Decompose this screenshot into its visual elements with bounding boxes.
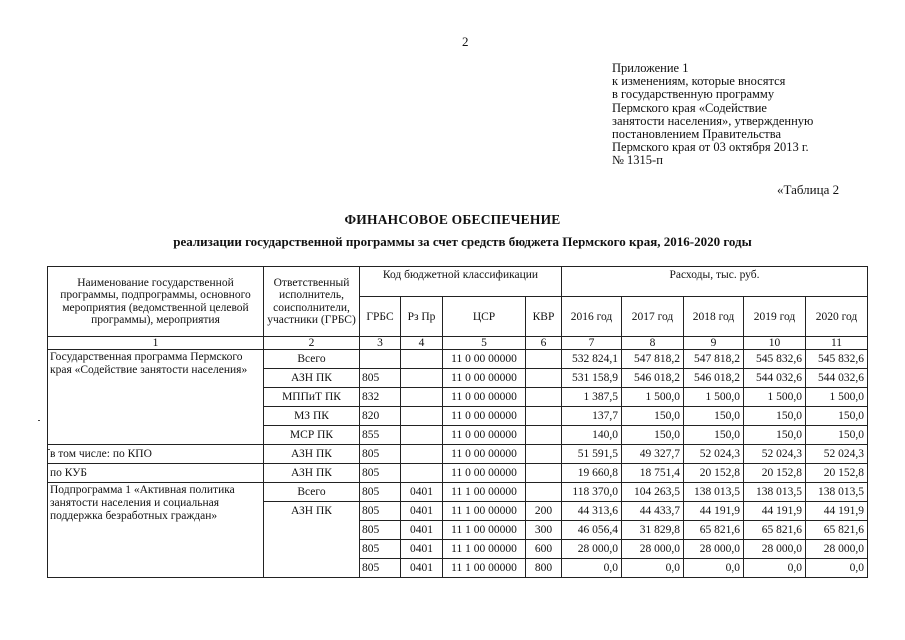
value-2019: 0,0 — [744, 559, 806, 578]
financing-table — [47, 266, 868, 578]
header-budget-code: Код бюджетной классификации — [360, 267, 562, 297]
value-2020: 28 000,0 — [806, 540, 868, 559]
value-2016: 0,0 — [562, 559, 622, 578]
executor-cell: Всего — [264, 350, 360, 369]
rzpr-cell — [401, 445, 443, 464]
csr-cell: 11 0 00 00000 — [443, 445, 526, 464]
grbs-cell: 832 — [360, 388, 401, 407]
grbs-cell: 805 — [360, 369, 401, 388]
grbs-cell: 805 — [360, 483, 401, 502]
executor-cell: МППиТ ПК — [264, 388, 360, 407]
subprogram-name: Подпрограмма 1 «Активная политика занятости населения и социальная поддержка безработных граждан» — [48, 483, 264, 578]
csr-cell: 11 1 00 00000 — [443, 540, 526, 559]
value-2018: 150,0 — [684, 426, 744, 445]
csr-cell: 11 0 00 00000 — [443, 388, 526, 407]
csr-cell: 11 1 00 00000 — [443, 521, 526, 540]
value-2019: 44 191,9 — [744, 502, 806, 521]
table-row — [48, 464, 868, 483]
column-number: 8 — [622, 337, 684, 350]
value-2016: 44 313,6 — [562, 502, 622, 521]
value-2019: 52 024,3 — [744, 445, 806, 464]
rzpr-cell: 0401 — [401, 483, 443, 502]
csr-cell: 11 0 00 00000 — [443, 426, 526, 445]
rzpr-cell: 0401 — [401, 559, 443, 578]
rzpr-cell — [401, 369, 443, 388]
value-2020: 138 013,5 — [806, 483, 868, 502]
value-2019: 20 152,8 — [744, 464, 806, 483]
value-2019: 545 832,6 — [744, 350, 806, 369]
kvr-cell: 600 — [526, 540, 562, 559]
kvr-cell — [526, 388, 562, 407]
kvr-cell: 200 — [526, 502, 562, 521]
table-label: «Таблица 2 — [777, 182, 840, 197]
grbs-cell: 855 — [360, 426, 401, 445]
header-grbs: ГРБС — [360, 297, 401, 337]
row-label: в том числе: по КПО — [48, 445, 264, 464]
column-number: 11 — [806, 337, 868, 350]
csr-cell: 11 1 00 00000 — [443, 483, 526, 502]
page-number: 2 — [462, 34, 469, 49]
value-2017: 1 500,0 — [622, 388, 684, 407]
value-2019: 1 500,0 — [744, 388, 806, 407]
value-2020: 20 152,8 — [806, 464, 868, 483]
column-number: 1 — [48, 337, 264, 350]
value-2018: 0,0 — [684, 559, 744, 578]
rzpr-cell: 0401 — [401, 502, 443, 521]
grbs-cell: 805 — [360, 540, 401, 559]
value-2017: 104 263,5 — [622, 483, 684, 502]
column-number: 2 — [264, 337, 360, 350]
csr-cell: 11 0 00 00000 — [443, 350, 526, 369]
value-2016: 118 370,0 — [562, 483, 622, 502]
value-2020: 1 500,0 — [806, 388, 868, 407]
value-2017: 49 327,7 — [622, 445, 684, 464]
header-rzpr: Рз Пр — [401, 297, 443, 337]
value-2016: 532 824,1 — [562, 350, 622, 369]
scan-speck — [38, 420, 40, 421]
value-2016: 19 660,8 — [562, 464, 622, 483]
csr-cell: 11 0 00 00000 — [443, 464, 526, 483]
value-2016: 28 000,0 — [562, 540, 622, 559]
executor-cell: АЗН ПК — [264, 445, 360, 464]
row-label: по КУБ — [48, 464, 264, 483]
header-name: Наименование государственной программы, подпрограммы, основного мероприятия (ведомственной целевой программы), мероприятия — [48, 267, 264, 337]
executor-cell: Всего — [264, 483, 360, 502]
executor-cell: АЗН ПК — [264, 502, 360, 578]
value-2018: 52 024,3 — [684, 445, 744, 464]
grbs-cell: 805 — [360, 464, 401, 483]
header-year-2018: 2018 год — [684, 297, 744, 337]
value-2020: 65 821,6 — [806, 521, 868, 540]
executor-cell: МСР ПК — [264, 426, 360, 445]
column-number-row — [48, 337, 868, 350]
kvr-cell — [526, 483, 562, 502]
value-2020: 150,0 — [806, 407, 868, 426]
column-number: 10 — [744, 337, 806, 350]
value-2019: 28 000,0 — [744, 540, 806, 559]
value-2017: 28 000,0 — [622, 540, 684, 559]
value-2019: 544 032,6 — [744, 369, 806, 388]
csr-cell: 11 0 00 00000 — [443, 369, 526, 388]
rzpr-cell: 0401 — [401, 521, 443, 540]
column-number: 9 — [684, 337, 744, 350]
grbs-cell: 805 — [360, 445, 401, 464]
csr-cell: 11 1 00 00000 — [443, 559, 526, 578]
value-2020: 0,0 — [806, 559, 868, 578]
value-2018: 546 018,2 — [684, 369, 744, 388]
column-number: 4 — [401, 337, 443, 350]
value-2020: 544 032,6 — [806, 369, 868, 388]
value-2016: 51 591,5 — [562, 445, 622, 464]
value-2018: 44 191,9 — [684, 502, 744, 521]
executor-cell: МЗ ПК — [264, 407, 360, 426]
header-csr: ЦСР — [443, 297, 526, 337]
value-2018: 150,0 — [684, 407, 744, 426]
document-subtitle: реализации государственной программы за счет средств бюджета Пермского края, 2016-2020 годы — [173, 234, 752, 249]
appendix-note — [612, 62, 882, 168]
program-name: Государственная программа Пермского края «Содействие занятости населения» — [48, 350, 264, 445]
executor-cell: АЗН ПК — [264, 369, 360, 388]
value-2018: 547 818,2 — [684, 350, 744, 369]
column-number: 6 — [526, 337, 562, 350]
rzpr-cell: 0401 — [401, 540, 443, 559]
value-2019: 138 013,5 — [744, 483, 806, 502]
column-number: 5 — [443, 337, 526, 350]
value-2017: 547 818,2 — [622, 350, 684, 369]
appendix-line: Пермского края «Содействие — [612, 100, 767, 115]
value-2020: 150,0 — [806, 426, 868, 445]
value-2017: 0,0 — [622, 559, 684, 578]
value-2017: 150,0 — [622, 407, 684, 426]
value-2019: 150,0 — [744, 407, 806, 426]
header-year-2017: 2017 год — [622, 297, 684, 337]
appendix-line: Пермского края от 03 октября 2013 г. — [612, 140, 809, 155]
appendix-line: в государственную программу — [612, 87, 775, 102]
kvr-cell — [526, 464, 562, 483]
header-year-2019: 2019 год — [744, 297, 806, 337]
value-2018: 138 013,5 — [684, 483, 744, 502]
document-title: ФИНАНСОВОЕ ОБЕСПЕЧЕНИЕ — [344, 212, 561, 227]
value-2019: 65 821,6 — [744, 521, 806, 540]
value-2019: 150,0 — [744, 426, 806, 445]
header-expenses: Расходы, тыс. руб. — [562, 267, 868, 297]
value-2017: 546 018,2 — [622, 369, 684, 388]
value-2018: 65 821,6 — [684, 521, 744, 540]
value-2017: 18 751,4 — [622, 464, 684, 483]
value-2020: 44 191,9 — [806, 502, 868, 521]
value-2016: 531 158,9 — [562, 369, 622, 388]
header-kvr: КВР — [526, 297, 562, 337]
appendix-line: № 1315-п — [612, 153, 663, 168]
kvr-cell — [526, 407, 562, 426]
value-2018: 20 152,8 — [684, 464, 744, 483]
kvr-cell: 300 — [526, 521, 562, 540]
rzpr-cell — [401, 388, 443, 407]
value-2017: 44 433,7 — [622, 502, 684, 521]
kvr-cell — [526, 426, 562, 445]
rzpr-cell — [401, 464, 443, 483]
appendix-line: постановлением Правительства — [612, 127, 782, 142]
kvr-cell — [526, 445, 562, 464]
grbs-cell: 820 — [360, 407, 401, 426]
grbs-cell — [360, 350, 401, 369]
csr-cell: 11 1 00 00000 — [443, 502, 526, 521]
grbs-cell: 805 — [360, 559, 401, 578]
rzpr-cell — [401, 407, 443, 426]
kvr-cell — [526, 350, 562, 369]
value-2017: 31 829,8 — [622, 521, 684, 540]
rzpr-cell — [401, 426, 443, 445]
value-2018: 1 500,0 — [684, 388, 744, 407]
value-2016: 137,7 — [562, 407, 622, 426]
csr-cell: 11 0 00 00000 — [443, 407, 526, 426]
value-2020: 545 832,6 — [806, 350, 868, 369]
value-2020: 52 024,3 — [806, 445, 868, 464]
appendix-line: к изменениям, которые вносятся — [612, 74, 786, 89]
header-year-2020: 2020 год — [806, 297, 868, 337]
value-2018: 28 000,0 — [684, 540, 744, 559]
kvr-cell — [526, 369, 562, 388]
table-row — [48, 350, 868, 369]
value-2016: 1 387,5 — [562, 388, 622, 407]
value-2016: 46 056,4 — [562, 521, 622, 540]
appendix-line: Приложение 1 — [612, 61, 689, 75]
value-2017: 150,0 — [622, 426, 684, 445]
kvr-cell: 800 — [526, 559, 562, 578]
header-year-2016: 2016 год — [562, 297, 622, 337]
column-number: 3 — [360, 337, 401, 350]
appendix-line: занятости населения», утвержденную — [612, 113, 814, 128]
table-row — [48, 445, 868, 464]
grbs-cell: 805 — [360, 502, 401, 521]
grbs-cell: 805 — [360, 521, 401, 540]
value-2016: 140,0 — [562, 426, 622, 445]
column-number: 7 — [562, 337, 622, 350]
rzpr-cell — [401, 350, 443, 369]
header-executor: Ответственный исполнитель, соисполнители, участники (ГРБС) — [264, 267, 360, 337]
table-row — [48, 483, 868, 502]
executor-cell: АЗН ПК — [264, 464, 360, 483]
